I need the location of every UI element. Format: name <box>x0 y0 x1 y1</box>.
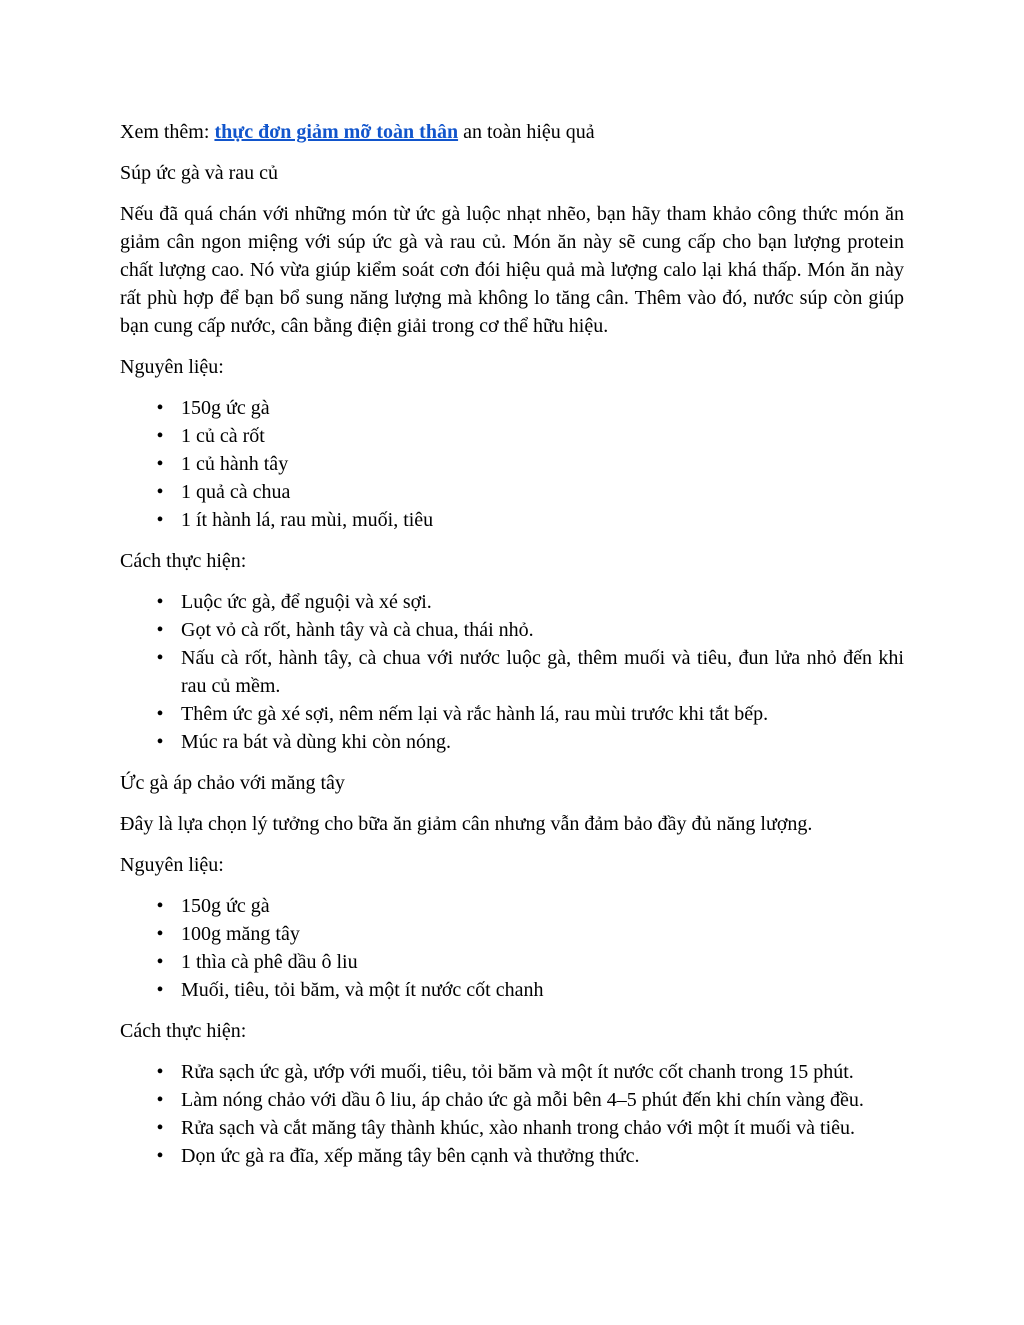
list-item <box>120 478 904 506</box>
bullet-icon: • <box>156 731 164 753</box>
list-item-text: Luộc ức gà, để nguội và xé sợi. <box>181 591 432 613</box>
see-more-prefix: Xem thêm: <box>120 121 215 143</box>
bullet-icon: • <box>156 453 164 475</box>
bullet-icon: • <box>156 895 164 917</box>
list-item-text: Rửa sạch ức gà, ướp với muối, tiêu, tỏi băm và một ít nước cốt chanh trong 15 phút. <box>181 1061 854 1083</box>
list-item <box>120 644 904 700</box>
recipe2-title: Ức gà áp chảo với măng tây <box>120 772 345 794</box>
recipe2-ingredients-list <box>120 892 904 1004</box>
recipe1-description: Nếu đã quá chán với những món từ ức gà luộc nhạt nhẽo, bạn hãy tham khảo công thức món ăn giảm cân ngon miệng với súp ức gà và rau củ. Món ăn này sẽ cung cấp cho bạn lượng protein chất lượng cao. Nó vừa giúp kiểm soát cơn đói hiệu quả mà lượng calo lại khá thấp. Món ăn này rất phù hợp để bạn bổ sung năng lượng mà không lo tăng cân. Thêm vào đó, nước súp còn giúp bạn cung cấp nước, cân bằng điện giải trong cơ thể hữu hiệu. <box>120 203 904 337</box>
list-item <box>120 728 904 756</box>
list-item <box>120 588 904 616</box>
list-item <box>120 892 904 920</box>
see-more-line <box>120 118 904 146</box>
bullet-icon: • <box>156 1117 164 1139</box>
list-item <box>120 422 904 450</box>
bullet-icon: • <box>156 509 164 531</box>
list-item <box>120 450 904 478</box>
see-more-link[interactable]: thực đơn giảm mỡ toàn thân <box>214 121 459 143</box>
recipe1-steps-list <box>120 588 904 756</box>
list-item-text: 150g ức gà <box>181 397 270 419</box>
list-item-text: Làm nóng chảo với dầu ô liu, áp chảo ức gà mỗi bên 4–5 phút đến khi chín vàng đều. <box>181 1089 864 1111</box>
bullet-icon: • <box>156 481 164 503</box>
list-item-text: 1 ít hành lá, rau mùi, muối, tiêu <box>181 509 434 531</box>
bullet-icon: • <box>156 1089 164 1111</box>
list-item-text: 1 quả cà chua <box>181 481 291 503</box>
bullet-icon: • <box>156 397 164 419</box>
bullet-icon: • <box>156 703 164 725</box>
list-item-text: Thêm ức gà xé sợi, nêm nếm lại và rắc hành lá, rau mùi trước khi tắt bếp. <box>181 703 769 725</box>
list-item <box>120 700 904 728</box>
bullet-icon: • <box>156 979 164 1001</box>
document-page <box>120 118 904 1183</box>
list-item <box>120 920 904 948</box>
recipe2-description: Đây là lựa chọn lý tưởng cho bữa ăn giảm cân nhưng vẫn đảm bảo đầy đủ năng lượng. <box>120 813 813 835</box>
recipe1-steps-heading: Cách thực hiện: <box>120 550 247 572</box>
list-item <box>120 1142 904 1170</box>
list-item <box>120 1114 904 1142</box>
recipe1-title: Súp ức gà và rau củ <box>120 162 279 184</box>
bullet-icon: • <box>156 425 164 447</box>
bullet-icon: • <box>156 591 164 613</box>
recipe2-steps-list <box>120 1058 904 1170</box>
recipe2-ingredients-heading: Nguyên liệu: <box>120 854 224 876</box>
list-item-text: 1 củ hành tây <box>181 453 289 475</box>
list-item-text: 1 thìa cà phê dầu ô liu <box>181 951 358 973</box>
bullet-icon: • <box>156 1061 164 1083</box>
bullet-icon: • <box>156 619 164 641</box>
list-item-text: Muối, tiêu, tỏi băm, và một ít nước cốt chanh <box>181 979 544 1001</box>
list-item-text: 100g măng tây <box>181 923 300 945</box>
list-item <box>120 394 904 422</box>
list-item-text: Nấu cà rốt, hành tây, cà chua với nước luộc gà, thêm muối và tiêu, đun lửa nhỏ đến khi rau củ mềm. <box>181 647 904 697</box>
recipe1-ingredients-heading: Nguyên liệu: <box>120 356 224 378</box>
list-item-text: Múc ra bát và dùng khi còn nóng. <box>181 731 451 753</box>
bullet-icon: • <box>156 1145 164 1167</box>
list-item <box>120 506 904 534</box>
list-item <box>120 1086 904 1114</box>
recipe2-steps-heading: Cách thực hiện: <box>120 1020 247 1042</box>
list-item <box>120 616 904 644</box>
recipe1-ingredients-list <box>120 394 904 534</box>
list-item-text: Dọn ức gà ra đĩa, xếp măng tây bên cạnh và thưởng thức. <box>181 1145 640 1167</box>
bullet-icon: • <box>156 923 164 945</box>
list-item <box>120 976 904 1004</box>
list-item-text: Gọt vỏ cà rốt, hành tây và cà chua, thái nhỏ. <box>181 619 534 641</box>
bullet-icon: • <box>156 647 164 669</box>
list-item <box>120 948 904 976</box>
list-item-text: 1 củ cà rốt <box>181 425 265 447</box>
list-item <box>120 1058 904 1086</box>
list-item-text: 150g ức gà <box>181 895 270 917</box>
see-more-suffix: an toàn hiệu quả <box>458 121 595 143</box>
list-item-text: Rửa sạch và cắt măng tây thành khúc, xào nhanh trong chảo với một ít muối và tiêu. <box>181 1117 856 1139</box>
bullet-icon: • <box>156 951 164 973</box>
